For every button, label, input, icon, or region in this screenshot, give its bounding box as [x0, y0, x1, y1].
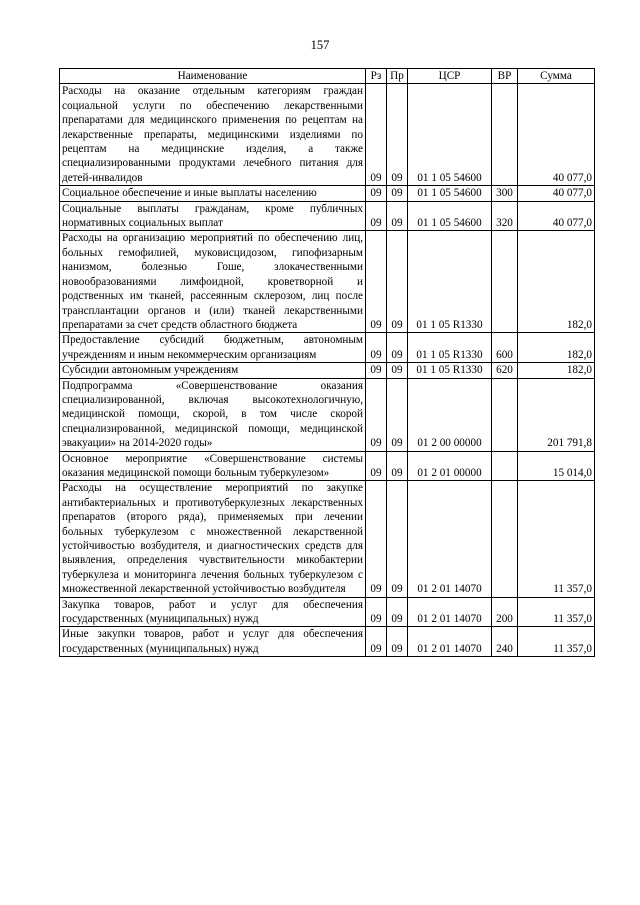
- row-csr: 01 1 05 R1330: [408, 333, 492, 363]
- table-row: [60, 481, 595, 597]
- table-row: [60, 378, 595, 451]
- row-vr: [492, 84, 518, 186]
- row-rz: 09: [366, 451, 387, 481]
- row-vr: [492, 378, 518, 451]
- row-csr: 01 2 00 00000: [408, 378, 492, 451]
- row-vr: 600: [492, 333, 518, 363]
- row-name: Социальное обеспечение и иные выплаты населению: [60, 186, 366, 201]
- header-rz: Рз: [366, 69, 387, 84]
- row-name: Иные закупки товаров, работ и услуг для обеспечения государственных (муниципальных) нужд: [60, 627, 366, 657]
- row-sum: 11 357,0: [518, 481, 595, 597]
- row-rz: 09: [366, 597, 387, 627]
- row-rz: 09: [366, 378, 387, 451]
- row-vr: 300: [492, 186, 518, 201]
- row-name: Основное мероприятие «Совершенствование системы оказания медицинской помощи больным туберкулезом»: [60, 451, 366, 481]
- row-vr: 620: [492, 363, 518, 378]
- header-sum: Сумма: [518, 69, 595, 84]
- row-sum: 182,0: [518, 363, 595, 378]
- table-row: [60, 201, 595, 231]
- row-pr: 09: [387, 201, 408, 231]
- table-row: [60, 231, 595, 333]
- table-row: [60, 84, 595, 186]
- row-csr: 01 1 05 R1330: [408, 231, 492, 333]
- row-vr: 240: [492, 627, 518, 657]
- table-row: [60, 451, 595, 481]
- page-number: 157: [310, 38, 330, 52]
- row-pr: 09: [387, 231, 408, 333]
- header-vr: ВР: [492, 69, 518, 84]
- row-name: Подпрограмма «Совершенствование оказания специализированной, включая высокотехнологичную, медицинской помощи, скорой, в том числе скорой специализированной, медицинской помощи, медицинской эвакуации» на 2014-2020 годы»: [60, 378, 366, 451]
- row-pr: 09: [387, 84, 408, 186]
- row-sum: 40 077,0: [518, 84, 595, 186]
- row-name: Закупка товаров, работ и услуг для обеспечения государственных (муниципальных) нужд: [60, 597, 366, 627]
- row-name: Предоставление субсидий бюджетным, автономным учреждениям и иным некоммерческим организациям: [60, 333, 366, 363]
- row-pr: 09: [387, 378, 408, 451]
- row-sum: 182,0: [518, 231, 595, 333]
- row-pr: 09: [387, 363, 408, 378]
- row-vr: 200: [492, 597, 518, 627]
- row-name: Расходы на осуществление мероприятий по закупке антибактериальных и противотуберкулезных лекарственных препаратов (второго ряда), применяемых при лечении больных туберкулезом с множественной лекарственной устойчивостью возбудителя, и диагностических средств для выявления, определения чувствительности микобактерии туберкулеза и мониторинга лечения больных туберкулезом с множественной лекарственной устойчивостью возбудителя: [60, 481, 366, 597]
- row-name: Социальные выплаты гражданам, кроме публичных нормативных социальных выплат: [60, 201, 366, 231]
- header-name: Наименование: [60, 69, 366, 84]
- row-sum: 182,0: [518, 333, 595, 363]
- row-rz: 09: [366, 186, 387, 201]
- row-rz: 09: [366, 363, 387, 378]
- header-pr: Пр: [387, 69, 408, 84]
- table-row: [60, 597, 595, 627]
- table-row: [60, 333, 595, 363]
- table-row: [60, 186, 595, 201]
- row-rz: 09: [366, 333, 387, 363]
- row-sum: 40 077,0: [518, 201, 595, 231]
- row-rz: 09: [366, 201, 387, 231]
- row-rz: 09: [366, 627, 387, 657]
- row-sum: 11 357,0: [518, 597, 595, 627]
- row-pr: 09: [387, 481, 408, 597]
- row-rz: 09: [366, 481, 387, 597]
- table-row: [60, 363, 595, 378]
- table-header-row: [60, 69, 595, 84]
- row-csr: 01 2 01 14070: [408, 597, 492, 627]
- row-csr: 01 1 05 R1330: [408, 363, 492, 378]
- row-name: Расходы на организацию мероприятий по обеспечению лиц, больных гемофилией, муковисцидозом, гипофизарным нанизмом, болезнью Гоше, злокачественными новообразованиями лимфоидной, кроветворной и родственных им тканей, рассеянным склерозом, лиц после трансплантации органов и (или) тканей лекарственными препаратами за счет средств областного бюджета: [60, 231, 366, 333]
- header-csr: ЦСР: [408, 69, 492, 84]
- row-csr: 01 1 05 54600: [408, 84, 492, 186]
- row-csr: 01 1 05 54600: [408, 186, 492, 201]
- row-sum: 15 014,0: [518, 451, 595, 481]
- row-pr: 09: [387, 451, 408, 481]
- table-row: [60, 627, 595, 657]
- row-vr: [492, 231, 518, 333]
- row-vr: [492, 481, 518, 597]
- row-sum: 11 357,0: [518, 627, 595, 657]
- row-csr: 01 2 01 00000: [408, 451, 492, 481]
- row-rz: 09: [366, 84, 387, 186]
- row-name: Субсидии автономным учреждениям: [60, 363, 366, 378]
- row-pr: 09: [387, 333, 408, 363]
- row-sum: 201 791,8: [518, 378, 595, 451]
- budget-table: [59, 68, 595, 657]
- row-csr: 01 2 01 14070: [408, 627, 492, 657]
- row-vr: [492, 451, 518, 481]
- row-csr: 01 1 05 54600: [408, 201, 492, 231]
- row-name: Расходы на оказание отдельным категориям граждан социальной услуги по обеспечению лекарственными препаратами для медицинского применения по рецептам на лекарственные препараты, медицинскими изделиями по рецептам на медицинские изделия, а также специализированными продуктами лечебного питания для детей-инвалидов: [60, 84, 366, 186]
- row-pr: 09: [387, 186, 408, 201]
- row-sum: 40 077,0: [518, 186, 595, 201]
- row-rz: 09: [366, 231, 387, 333]
- row-pr: 09: [387, 597, 408, 627]
- row-pr: 09: [387, 627, 408, 657]
- row-csr: 01 2 01 14070: [408, 481, 492, 597]
- row-vr: 320: [492, 201, 518, 231]
